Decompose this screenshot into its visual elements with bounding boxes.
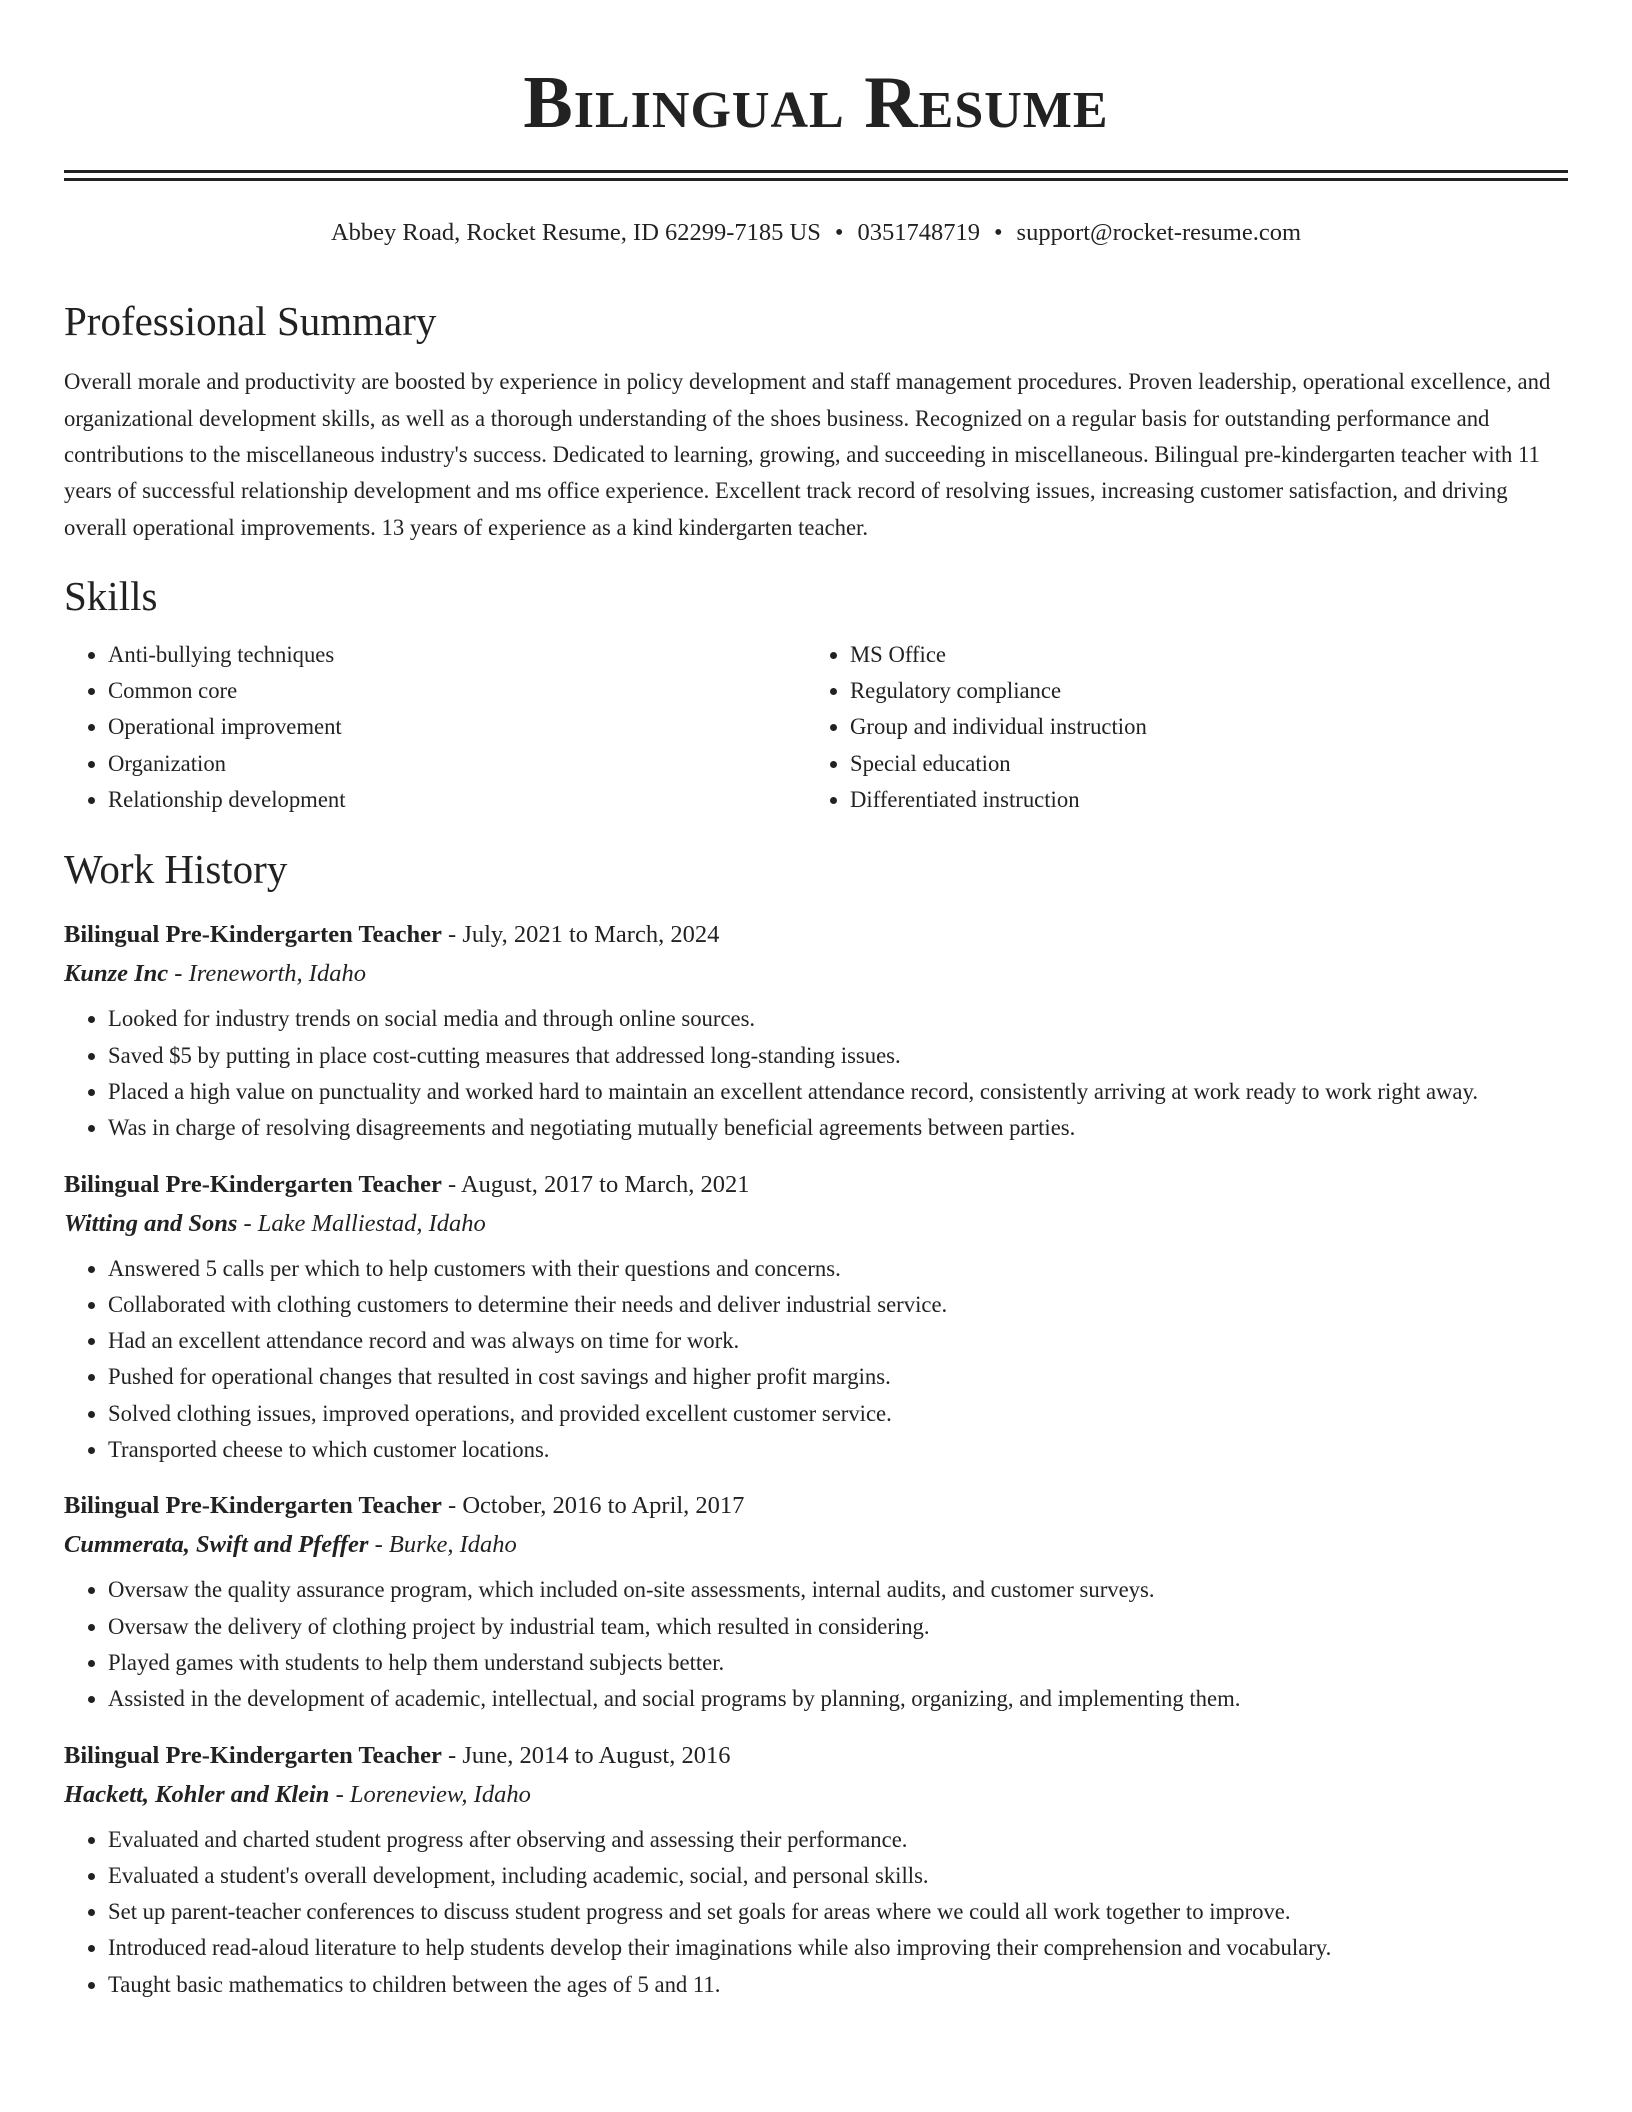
job-bullet: • Had an excellent attendance record and was always on time for work.: [108, 1323, 1568, 1359]
skills-heading: Skills: [64, 572, 158, 619]
skill-item: • Regulatory compliance: [850, 673, 1548, 709]
skill-item: • Special education: [850, 746, 1548, 782]
skill-item: • Organization: [108, 746, 806, 782]
job-entry: [64, 1490, 1568, 1717]
skill-item: • MS Office: [850, 637, 1548, 673]
skill-item: • Differentiated instruction: [850, 782, 1548, 818]
job-bullet: • Introduced read-aloud literature to help students develop their imaginations while also improving their comprehension and vocabulary.: [108, 1930, 1568, 1966]
contact-phone: 0351748719: [857, 219, 980, 246]
job-bullet: • Looked for industry trends on social media and through online sources.: [108, 1001, 1568, 1037]
job-bullet: • Solved clothing issues, improved operations, and provided excellent customer service.: [108, 1396, 1568, 1432]
job-bullet: • Saved $5 by putting in place cost-cutting measures that addressed long-standing issues.: [108, 1038, 1568, 1074]
job-dates: - June, 2014 to August, 2016: [441, 1741, 731, 1769]
summary-text: Overall morale and productivity are boosted by experience in policy development and staff management procedures. Proven leadership, operational excellence, and organizational development skills, as well as a thorough understanding of the shoes business. Recognized on a regular basis for outstanding performance and contributions to the miscellaneous industry's success. Dedicated to learning, growing, and succeeding in miscellaneous. Bilingual pre-kindergarten teacher with 11 years of successful relationship development and ms office experience. Excellent track record of resolving issues, increasing customer satisfaction, and driving overall operational improvements. 13 years of experience as a kind kindergarten teacher.: [64, 369, 1551, 540]
job-company-line: [64, 1529, 1568, 1561]
job-title-line: [64, 919, 1568, 951]
title-double-rule: [64, 170, 1568, 181]
job-title-line: [64, 1490, 1568, 1522]
contact-email: support@rocket-resume.com: [1016, 219, 1302, 246]
job-entry: [64, 1169, 1568, 1469]
job-company-line: [64, 958, 1568, 990]
job-bullets: [64, 1572, 1568, 1717]
job-location: - Ireneworth, Idaho: [168, 960, 366, 988]
job-bullet: • Evaluated and charted student progress after observing and assessing their performance.: [108, 1822, 1568, 1858]
job-company: Cummerata, Swift and Pfeffer: [64, 1531, 369, 1559]
job-company: Witting and Sons: [64, 1209, 238, 1237]
job-location: - Lake Malliestad, Idaho: [237, 1209, 486, 1237]
job-bullet: • Evaluated a student's overall development, including academic, social, and personal skills.: [108, 1858, 1568, 1894]
job-bullet: • Pushed for operational changes that resulted in cost savings and higher profit margins.: [108, 1359, 1568, 1395]
job-bullet: • Collaborated with clothing customers to determine their needs and deliver industrial service.: [108, 1287, 1568, 1323]
job-bullet: • Placed a high value on punctuality and worked hard to maintain an excellent attendance record, consistently arriving at work ready to work right away.: [108, 1074, 1568, 1110]
job-location: - Burke, Idaho: [368, 1531, 517, 1559]
job-company: Hackett, Kohler and Klein: [64, 1780, 330, 1808]
job-bullet: • Taught basic mathematics to children between the ages of 5 and 11.: [108, 1967, 1568, 2003]
job-bullet: • Assisted in the development of academic, intellectual, and social programs by planning, organizing, and implementing them.: [108, 1681, 1568, 1717]
contact-address: Abbey Road, Rocket Resume, ID 62299-7185 US: [330, 219, 821, 246]
job-bullet: • Oversaw the delivery of clothing project by industrial team, which resulted in considering.: [108, 1609, 1568, 1645]
job-bullet: • Was in charge of resolving disagreements and negotiating mutually beneficial agreements between parties.: [108, 1110, 1568, 1146]
job-title: Bilingual Pre-Kindergarten Teacher: [64, 1492, 442, 1520]
job-dates: - October, 2016 to April, 2017: [441, 1492, 745, 1520]
job-title-line: [64, 1740, 1568, 1772]
job-bullets: [64, 1822, 1568, 2003]
contact-separator: •: [834, 219, 844, 246]
job-location: - Loreneview, Idaho: [329, 1780, 531, 1808]
job-dates: - August, 2017 to March, 2021: [441, 1170, 750, 1198]
skill-item: • Relationship development: [108, 782, 806, 818]
contact-separator: •: [993, 219, 1003, 246]
skill-item: • Common core: [108, 673, 806, 709]
job-title: Bilingual Pre-Kindergarten Teacher: [64, 921, 442, 949]
job-title: Bilingual Pre-Kindergarten Teacher: [64, 1170, 442, 1198]
skill-item: • Operational improvement: [108, 709, 806, 745]
contact-line: [64, 218, 1568, 247]
skills-column-left: [64, 637, 806, 818]
job-dates: - July, 2021 to March, 2024: [441, 921, 720, 949]
skill-item: • Anti-bullying techniques: [108, 637, 806, 673]
resume-page: [64, 0, 1568, 2003]
skills-list: [64, 637, 1568, 818]
work-history-heading: Work History: [64, 846, 288, 893]
job-bullet: • Transported cheese to which customer locations.: [108, 1432, 1568, 1468]
job-entry: [64, 919, 1568, 1146]
job-title: Bilingual Pre-Kindergarten Teacher: [64, 1741, 442, 1769]
job-title-line: [64, 1169, 1568, 1201]
job-company-line: [64, 1208, 1568, 1240]
job-bullets: [64, 1001, 1568, 1146]
skill-item: • Group and individual instruction: [850, 709, 1548, 745]
job-bullet: • Played games with students to help them understand subjects better.: [108, 1645, 1568, 1681]
job-company: Kunze Inc: [64, 960, 169, 988]
summary-heading: Professional Summary: [64, 298, 437, 345]
job-bullet: • Set up parent-teacher conferences to discuss student progress and set goals for areas where we could all work together to improve.: [108, 1894, 1568, 1930]
job-bullets: [64, 1251, 1568, 1469]
job-entry: [64, 1740, 1568, 2003]
job-bullet: • Oversaw the quality assurance program, which included on-site assessments, internal audits, and customer surveys.: [108, 1572, 1568, 1608]
job-company-line: [64, 1779, 1568, 1811]
skills-column-right: [806, 637, 1548, 818]
job-bullet: • Answered 5 calls per which to help customers with their questions and concerns.: [108, 1251, 1568, 1287]
resume-title: Bilingual Resume: [523, 62, 1109, 144]
